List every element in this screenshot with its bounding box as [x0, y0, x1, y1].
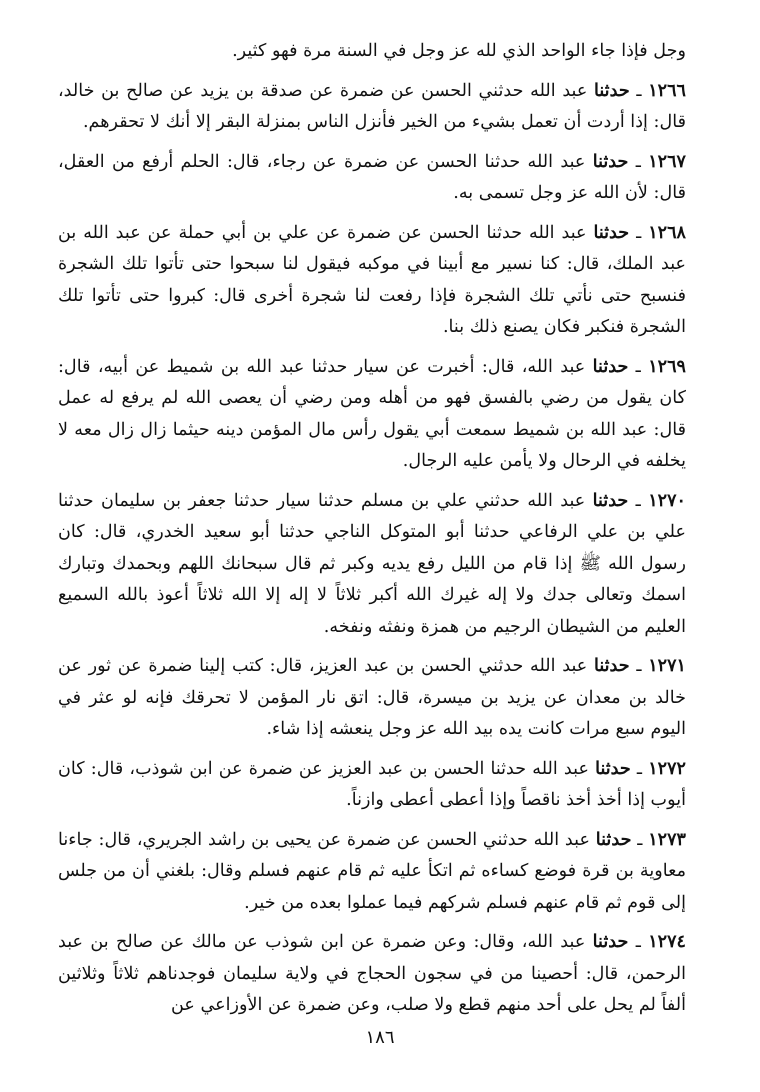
hadith-text: عبد الله حدثني علي بن مسلم حدثنا سيار حدثنا جعفر بن سليمان حدثنا علي بن علي الرفاعي حدثنا أبو المتوكل الناجي حدثنا أبو سعيد الخدري، قال: كان رسول الله ﷺ إذا قام من الليل رفع يديه وكبر ثم قال سبحانك اللهم وبحمدك وتبارك اسمك وتعالى جدك ولا إله غيرك الله أكبر ثلاثاً لا إله إلا الله ثلاثاً أعوذ بالله السميع العليم من الشيطان الرجيم من همزة ونفثه ونفخه. — [58, 490, 686, 637]
hadith-separator: ـ — [629, 656, 649, 676]
hadith-number: ١٢٦٧ — [648, 150, 686, 172]
hadith-1268 — [58, 217, 686, 344]
hadith-separator: ـ — [629, 80, 649, 101]
hadith-separator: ـ — [629, 222, 649, 243]
hadith-keyword: حدثنا — [593, 655, 630, 676]
hadith-text: عبد الله، وقال: وعن ضمرة عن ابن شوذب عن مالك عن صالح بن عبد الرحمن، قال: أحصينا من في سجون الحجاج في ولاية سليمان فوجدناهم ثلاثاً وثلاثين ألفاً لم يحل على أحد منهم قطع ولا صلب، وعن ضمرة عن الأوزاعي عن — [58, 932, 686, 1015]
hadith-number: ١٢٧٣ — [648, 828, 686, 850]
hadith-keyword: حدثنا — [594, 79, 630, 101]
hadith-separator: ـ — [628, 490, 649, 511]
hadith-keyword: حدثنا — [592, 355, 629, 377]
hadith-text: عبد الله، قال: أخبرت عن سيار حدثنا عبد الله بن شميط عن أبيه، قال: كان يقول من رضي بالفسق فهو من أهله ومن رضي أن يعصى الله لم يرفع له عمل قال: عبد الله بن شميط سمعت أبي يقول رأس مال المؤمن دينه حيثما زال زال معه لا يخلفه في الرحال ولا يأمن عليه الرجال. — [58, 356, 686, 471]
hadith-separator: ـ — [628, 932, 649, 952]
hadith-number: ١٢٦٨ — [648, 221, 687, 243]
lead-paragraph: وجل فإذا جاء الواحد الذي لله عز وجل في السنة مرة فهو كثير. — [232, 41, 686, 61]
hadith-text: عبد الله حدثنا الحسن بن عبد العزيز عن ضمرة عن ابن شوذب، قال: كان أيوب إذا أخذ أخذ ناقصاً وإذا أعطى أعطى وازناً. — [58, 758, 686, 810]
hadith-1270 — [58, 485, 686, 644]
hadith-number: ١٢٦٦ — [648, 79, 686, 101]
hadith-text: عبد الله حدثنا الحسن عن ضمرة عن علي بن أبي حملة عن عبد الله بن عبد الملك، قال: كنا نسير مع أبينا في موكبه فيقول لنا سبحوا حتى تأتوا تلك الشجرة فنسبح حتى نأتي تلك الشجرة فإذا رفعت لنا شجرة أخرى قال: كبروا حتى تأتوا تلك الشجرة فنكبر فكان يصنع ذلك بنا. — [58, 222, 686, 337]
hadith-keyword: حدثنا — [592, 489, 629, 511]
hadith-number: ١٢٧٢ — [648, 757, 686, 779]
hadith-keyword: حدثنا — [595, 757, 631, 779]
hadith-1267 — [58, 146, 686, 210]
hadith-keyword: حدثنا — [592, 150, 629, 172]
hadith-1269 — [58, 351, 686, 478]
hadith-keyword: حدثنا — [593, 221, 630, 243]
hadith-separator: ـ — [628, 356, 649, 377]
hadith-text: عبد الله حدثني الحسن بن عبد العزيز، قال: كتب إلينا ضمرة عن ثور عن خالد بن معدان عن يزيد بن ميسرة، قال: اتق نار المؤمن لا تحرقك فإنه لو عثر في اليوم سبع مرات كانت يده بيد الله عز وجل ينعشه إذا شاء. — [58, 656, 686, 739]
page-body — [58, 36, 686, 1022]
hadith-text: عبد الله حدثني الحسن عن ضمرة عن صدقة بن يزيد عن صالح بن خالد، قال: إذا أردت أن تعمل بشيء من الخير فأنزل الناس بمنزلة البقر إلا أنك لا تحقرهم. — [58, 80, 686, 132]
hadith-1266 — [58, 75, 686, 139]
hadith-text: عبد الله حدثني الحسن عن ضمرة عن يحيى بن راشد الجريري، قال: جاءنا معاوية بن قرة فوضع كساءه ثم اتكأ عليه ثم قام عنهم فسلم وقال: بلغني أن من جلس إلى قوم ثم قام عنهم فسلم شركهم فيما عملوا بعده من خير. — [58, 829, 686, 913]
hadith-keyword: حدثنا — [595, 828, 632, 850]
hadith-number: ١٢٦٩ — [648, 355, 686, 377]
hadith-separator: ـ — [628, 151, 649, 172]
hadith-text: عبد الله حدثنا الحسن عن ضمرة عن رجاء، قال: الحلم أرفع من العقل، قال: لأن الله عز وجل تسمى به. — [58, 151, 686, 203]
hadith-number: ١٢٧٠ — [648, 489, 686, 511]
hadith-separator: ـ — [630, 758, 649, 779]
hadith-number: ١٢٧١ — [648, 655, 686, 676]
hadith-separator: ـ — [631, 829, 649, 850]
page-number: ١٨٦ — [365, 1027, 395, 1048]
hadith-keyword: حدثنا — [592, 931, 629, 952]
hadith-1273 — [58, 824, 686, 920]
hadith-1274 — [58, 926, 686, 1022]
hadith-number: ١٢٧٤ — [648, 931, 686, 952]
hadith-1271 — [58, 650, 686, 746]
hadith-1272 — [58, 753, 686, 817]
